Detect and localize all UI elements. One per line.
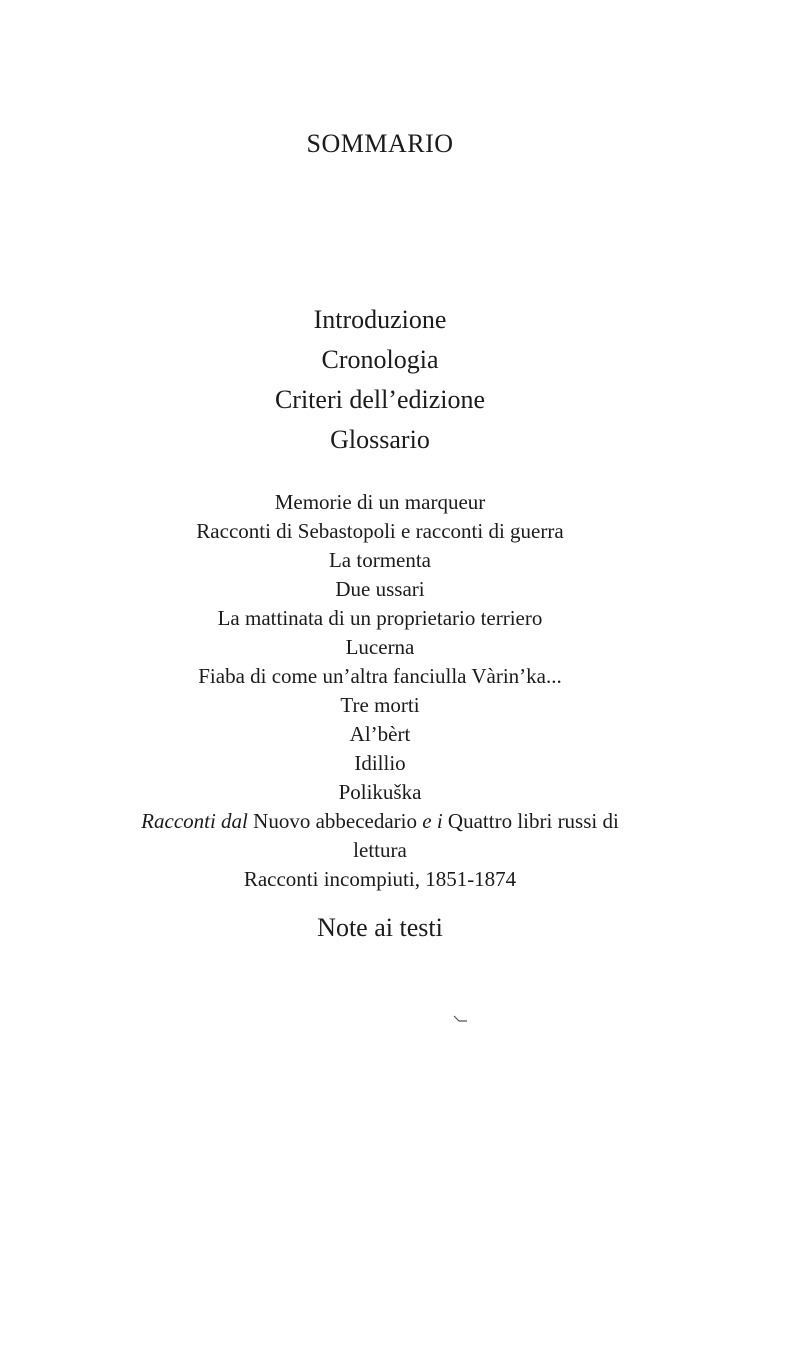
roman-fragment: Nuovo abbecedario [247, 809, 423, 833]
toc-entry-criteri: Criteri dell’edizione [274, 385, 486, 414]
toc-entry-story: Al’bèrt [349, 722, 411, 746]
toc-entry-story: Polikuška [338, 780, 422, 804]
toc-entry-story: Tre morti [340, 693, 420, 717]
toc-entry-introduzione: Introduzione [313, 305, 447, 334]
toc-entry-story: Fiaba di come un’altra fanciulla Vàrin’ka... [198, 664, 562, 688]
toc-entry-story: Due ussari [335, 577, 425, 601]
toc-entry-mixed [0, 807, 760, 836]
roman-fragment: Quattro libri russi di [442, 809, 619, 833]
page-title: SOMMARIO [306, 129, 454, 158]
toc-entry-glossario: Glossario [330, 425, 430, 454]
toc-entry-notes: Note ai testi [317, 913, 443, 942]
toc-entry-mixed-continuation: lettura [353, 838, 407, 862]
ink-mark [452, 1014, 470, 1026]
toc-entry-story: La mattinata di un proprietario terriero [217, 606, 543, 630]
toc-entry-cronologia: Cronologia [321, 345, 439, 374]
stories-list [0, 488, 760, 894]
italic-fragment: e i [422, 809, 443, 833]
front-matter-list [0, 300, 760, 460]
toc-entry-story: Racconti incompiuti, 1851-1874 [243, 867, 517, 891]
toc-entry-story: La tormenta [328, 548, 432, 572]
toc-entry-story: Racconti di Sebastopoli e racconti di guerra [196, 519, 564, 543]
toc-entry-story: Lucerna [345, 635, 415, 659]
toc-entry-story: Idillio [354, 751, 406, 775]
italic-fragment: Racconti dal [141, 809, 248, 833]
toc-entry-story: Memorie di un marqueur [274, 490, 486, 514]
